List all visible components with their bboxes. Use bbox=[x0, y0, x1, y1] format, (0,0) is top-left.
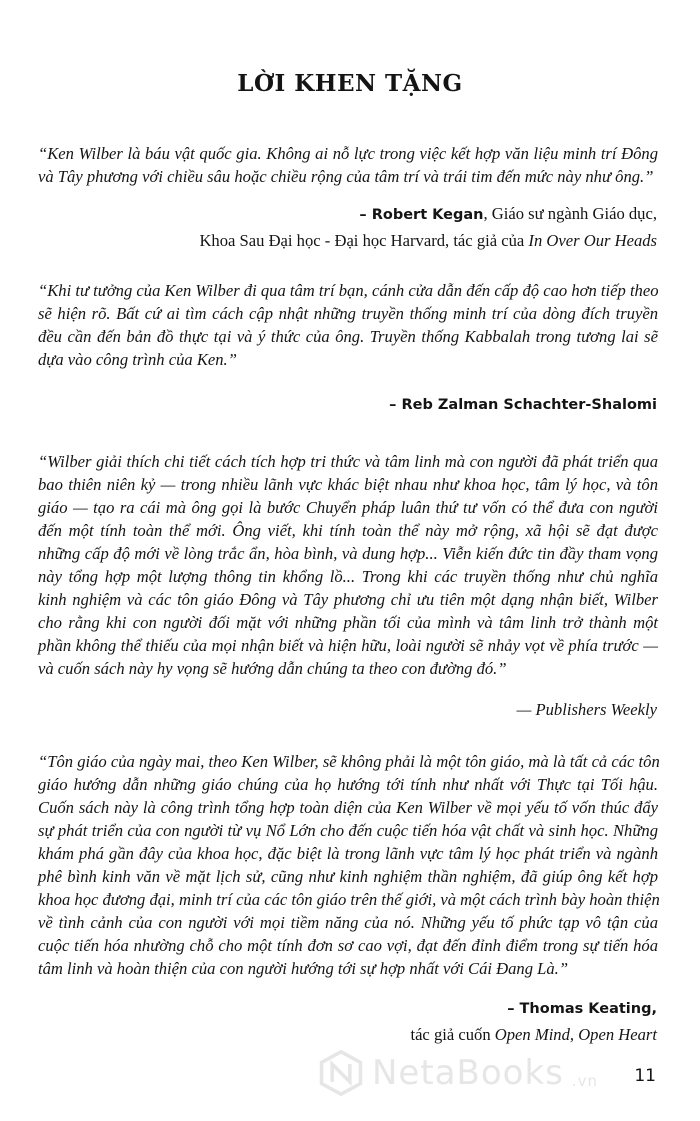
quote-publishers-weekly bbox=[38, 450, 658, 680]
author-name: — Publishers Weekly bbox=[516, 700, 657, 719]
author-name: – Reb Zalman Schachter-Shalomi bbox=[389, 397, 657, 413]
author-name: – Robert Kegan bbox=[359, 207, 484, 223]
quote-line: bao thiên niên kỷ — trong nhiều lãnh vực khác biệt nhau như khoa học, tâm lý học, và tôn bbox=[38, 475, 658, 494]
watermark-suffix: .vn bbox=[571, 1072, 599, 1090]
author-work: In Over Our Heads bbox=[528, 231, 657, 250]
author-affiliation: Khoa Sau Đại học - Đại học Harvard, tác giả của bbox=[199, 231, 529, 250]
quote-thomas-keating bbox=[38, 750, 658, 980]
quote-line: “Wilber giải thích chi tiết cách tích hợp tri thức và tâm linh mà con người đã phát triển qua bbox=[38, 452, 658, 471]
quote-line: sẽ hiện rõ. Bất cứ ai tìm cách cập nhật những truyền thống minh trí của dòng đích truyền bbox=[38, 304, 658, 323]
quote-line: “Khi tư tưởng của Ken Wilber đi qua tâm trí bạn, cánh cửa dẫn đến cấp độ cao hơn tiếp theo bbox=[38, 281, 659, 300]
quote-reb-zalman bbox=[38, 279, 658, 371]
quote-line: đến một tính toàn thể mới. Ông viết, khi tính toàn thể này mở rộng, xã hội sẽ đạt được bbox=[38, 521, 658, 540]
quote-line: khám phá gần đây của khoa học, đặc biệt là trong lãnh vực tâm lý học phát triển và ngành bbox=[38, 844, 658, 863]
netabooks-logo-icon bbox=[318, 1050, 364, 1096]
quote-line: giáo hướng dẫn những giáo chúng của họ hướng tới tính như nhất với Thực tại Tối hậu. bbox=[38, 775, 658, 794]
quote-line: khoa học đương đại, minh trí của các tôn giáo trên thế giới, và một cách trình bày hoàn thiện bbox=[38, 890, 660, 909]
quote-line: kinh nghiệm và các tôn giáo Đông và Tây phương chỉ ưu tiên một dạng nhận biết, Wilber bbox=[38, 590, 658, 609]
page-title: LỜI KHEN TẶNG bbox=[237, 70, 463, 97]
attribution-robert-kegan bbox=[199, 201, 657, 254]
watermark-brand: NetaBooks bbox=[372, 1053, 564, 1093]
attribution-publishers-weekly bbox=[517, 697, 657, 723]
quote-line: dựa vào công trình của Ken.” bbox=[38, 350, 237, 369]
quote-line: về tình cảnh của con người với mọi tiềm năng của nó. Những yếu tố phức tạp vô tận của bbox=[38, 913, 658, 932]
quote-line: cho rằng khi con người đối mặt với những phần tối của mình và tâm linh trở thành một bbox=[38, 613, 658, 632]
quote-line: cuộc tiến hóa nhường chỗ cho một tính đơn sơ cao vợi, đạt đến đỉnh điểm trong sự tiến hóa bbox=[38, 936, 658, 955]
quote-line: “Ken Wilber là báu vật quốc gia. Không ai nỗ lực trong việc kết hợp văn liệu minh trí Đông bbox=[38, 144, 658, 163]
netabooks-watermark bbox=[318, 1050, 598, 1096]
attribution-thomas-keating bbox=[410, 995, 657, 1048]
quote-line: giáo — tạo ra cái mà ông gọi là bước Chuyển pháp luân thứ tư vốn có thể đưa con người bbox=[38, 498, 658, 517]
author-role: , Giáo sư ngành Giáo dục, bbox=[483, 204, 657, 223]
quote-line: những cấp độ mới về lòng trắc ẩn, hòa bình, và dung hợp... Viễn kiến đức tin đầy tham vọng bbox=[38, 544, 658, 563]
author-role: tác giả cuốn bbox=[410, 1025, 495, 1044]
quote-line: và cuốn sách này hy vọng sẽ hướng dẫn chúng ta theo con đường đó.” bbox=[38, 659, 507, 678]
author-name: – Thomas Keating, bbox=[507, 1001, 657, 1017]
quote-robert-kegan bbox=[38, 142, 658, 188]
quote-line: và Tây phương với chiều sâu hoặc chiều rộng của tâm trí và trái tim đến mức này như ông.” bbox=[38, 167, 654, 186]
quote-line: “Tôn giáo của ngày mai, theo Ken Wilber, sẽ không phải là một tôn giáo, mà là tất cả các tôn bbox=[38, 752, 660, 771]
attribution-reb-zalman bbox=[389, 391, 657, 418]
quote-line: đều cần đến bản đồ thực tại và ý thức của ông. Truyền thống Kabbalah trong tương lai sẽ bbox=[38, 327, 658, 346]
quote-line: phê bình kinh văn về mặt lịch sử, cũng như kinh nghiệm thần nghiệm, đã giúp ông kết hợp bbox=[38, 867, 658, 886]
page-number: 11 bbox=[634, 1066, 656, 1086]
quote-line: phần không thể thiếu của mọi nhận biết và hiện hữu, loài người sẽ nhảy vọt về phía trước — bbox=[38, 636, 658, 655]
quote-line: tâm linh và hoàn thiện của con người hướng tới sự hợp nhất với Cái Đang Là.” bbox=[38, 959, 569, 978]
quote-line: này tổng hợp một lượng thông tin khổng lồ... Trong khi các truyền thống như chủ nghĩa bbox=[38, 567, 658, 586]
quote-line: Cuốn sách này là công trình tổng hợp toàn diện của Ken Wilber về mọi yếu tố vốn thúc đẩy bbox=[38, 798, 658, 817]
author-work: Open Mind, Open Heart bbox=[494, 1025, 657, 1044]
quote-line: sự phát triển của con người từ vụ Nổ Lớn cho đến cuộc tiến hóa vật chất và sinh học. Những bbox=[38, 821, 658, 840]
